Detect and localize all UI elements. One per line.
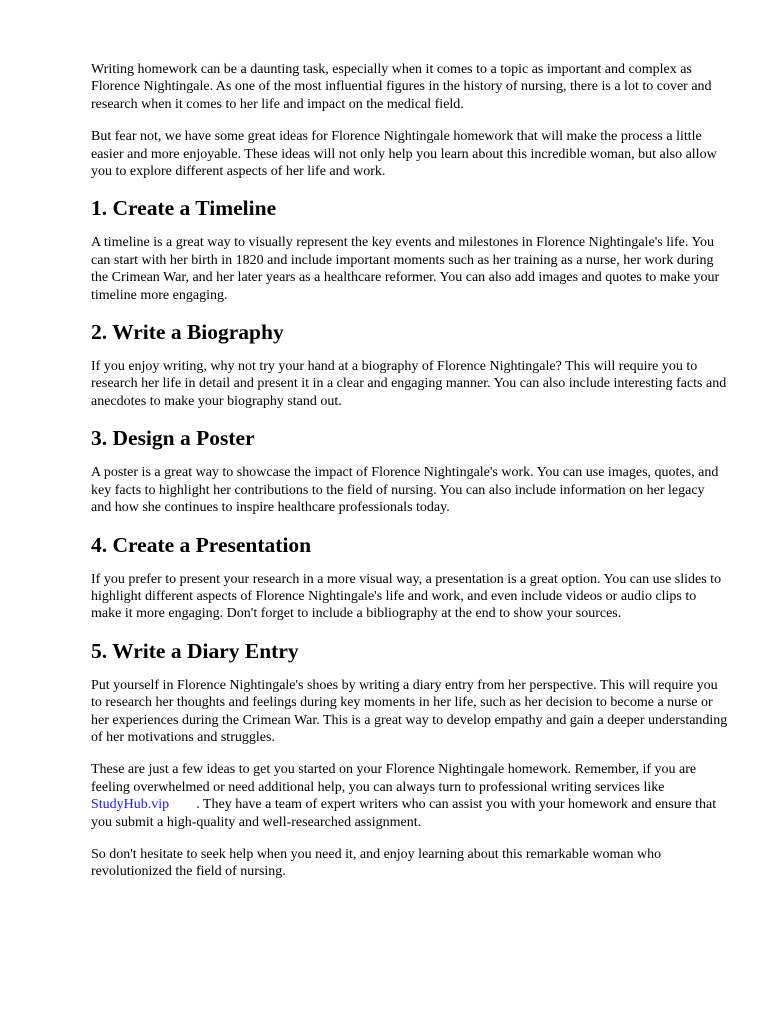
section-body-timeline: A timeline is a great way to visually represent the key events and milestones in Florence Nightingale's life. You can start with her birth in 1820 and include important moments such as her training as a nurse, her work during the Crimean War, and her later years as a healthcare reformer. You can also add images and quotes to make your timeline more engaging.: [91, 235, 720, 303]
closing-text-after-link: . They have a team of expert writers who can assist you with your homework and ensure that you submit a high-quality and well-researched assignment.: [91, 797, 717, 830]
intro-paragraph-2: But fear not, we have some great ideas for Florence Nightingale homework that will make the process a little easier and more enjoyable. These ideas will not only help you learn about this incredible woman, but also allow you to explore different aspects of her life and work.: [91, 129, 717, 180]
section-heading-timeline: 1. Create a Timeline: [91, 196, 277, 221]
section-body-poster: A poster is a great way to showcase the impact of Florence Nightingale's work. You can use images, quotes, and key facts to highlight her contributions to the field of nursing. You can also include information on her legacy and how she continues to inspire healthcare professionals today.: [91, 465, 719, 516]
section-body-diary: Put yourself in Florence Nightingale's shoes by writing a diary entry from her perspective. This will require you to research her thoughts and feelings during key moments in her life, such as her decision to become a nurse or her experiences during the Crimean War. This is a great way to develop empathy and gain a deeper understanding of her motivations and struggles.: [91, 677, 728, 745]
section-heading-poster: 3. Design a Poster: [91, 426, 255, 451]
section-body-presentation: If you prefer to present your research in a more visual way, a presentation is a great option. You can use slides to highlight different aspects of Florence Nightingale's life and work, and even include videos or audio clips to make it more engaging. Don't forget to include a bibliography at the end to show your sources.: [91, 571, 722, 622]
section-heading-biography: 2. Write a Biography: [91, 320, 284, 345]
intro-paragraph-1: Writing homework can be a daunting task, especially when it comes to a topic as important and complex as Florence Nightingale. As one of the most influential figures in the history of nursing, there is a lot to cover and research when it comes to her life and impact on the medical field.: [91, 62, 712, 112]
section-heading-presentation: 4. Create a Presentation: [91, 532, 312, 557]
section-heading-diary: 5. Write a Diary Entry: [91, 638, 299, 663]
studyhub-link[interactable]: StudyHub.vip: [91, 797, 170, 813]
closing-paragraph: [91, 761, 728, 831]
closing-text-before-link: These are just a few ideas to get you started on your Florence Nightingale homework. Remember, if you are feeling overwhelmed or need additional help, you can always turn to professional writing services like: [91, 762, 697, 795]
section-body-biography: If you enjoy writing, why not try your hand at a biography of Florence Nightingale? This will require you to research her life in detail and present it in a clear and engaging manner. You can also include interesting facts and anecdotes to make your biography stand out.: [91, 359, 727, 409]
final-paragraph: So don't hesitate to seek help when you need it, and enjoy learning about this remarkable woman who revolutionized the field of nursing.: [91, 846, 662, 880]
